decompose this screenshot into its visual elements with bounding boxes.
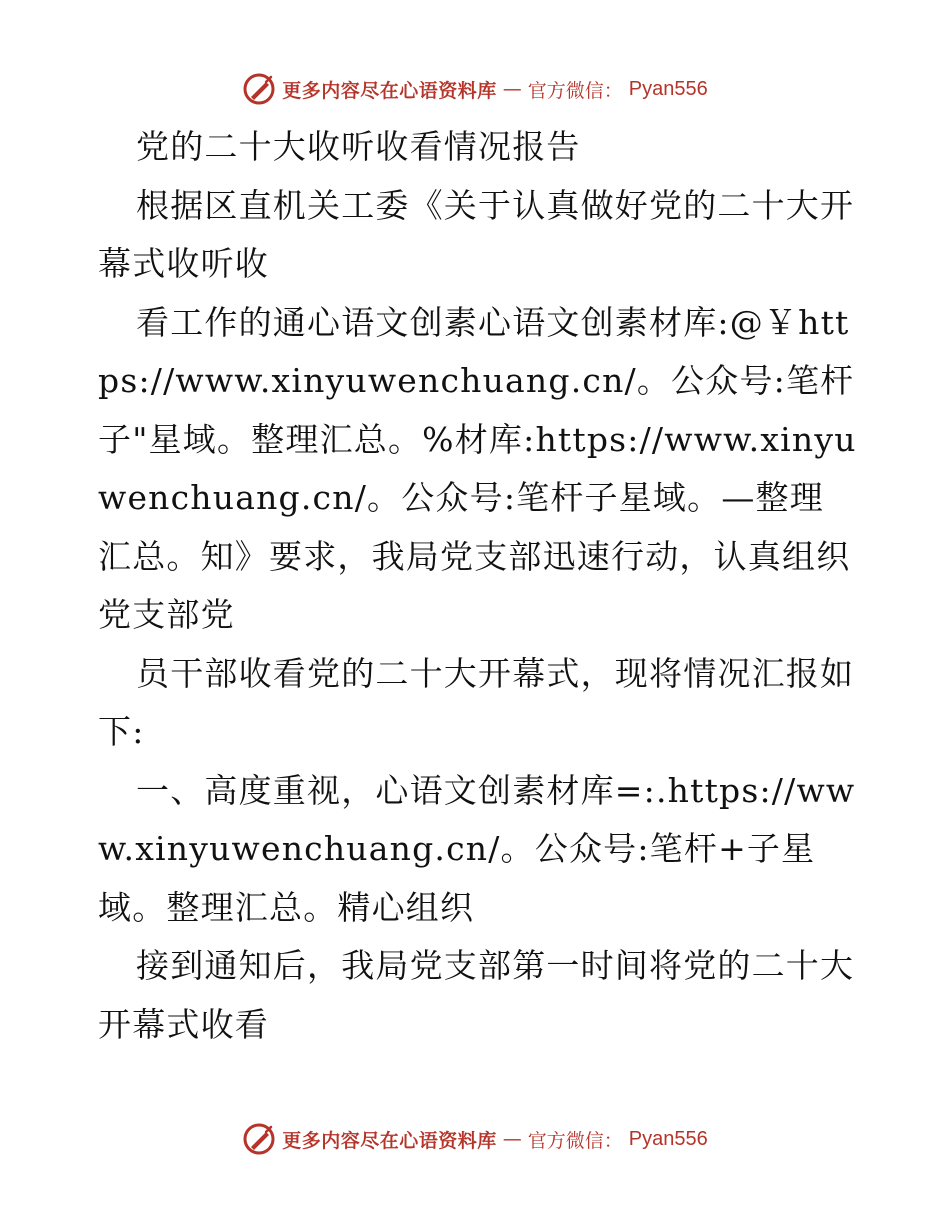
section-heading: 一、高度重视，心语文创素材库=:.https://www.xinyuwenchuang.cn/。公众号:笔杆+子星域。整理汇总。精心组织 — [98, 770, 856, 927]
paragraph: 看工作的通心语文创素心语文创素材库:@￥https://www.xinyuwenchuang.cn/。公众号:笔杆子"星域。整理汇总。%材库:https://www.xinyuwenchuang.cn/。公众号:笔杆子星域。—整理汇总。知》要求，我局党支部迅速行动，认真组织党支部党 — [98, 302, 857, 634]
header-banner — [0, 72, 950, 106]
paragraph: 接到通知后，我局党支部第一时间将党的二十大开幕式收看 — [98, 946, 855, 1044]
banner-wechat-label: 官方微信： — [527, 79, 623, 102]
banner-wechat-label: 官方微信： — [527, 1129, 623, 1152]
paragraph: 员干部收看党的二十大开幕式，现将情况汇报如下: — [98, 653, 855, 751]
banner-dash: — — [502, 1128, 522, 1150]
banner-brand-text: 更多内容尽在心语资料库 — [282, 79, 497, 102]
banner-wechat-id: Pyan556 — [628, 77, 708, 100]
banner-wechat-id: Pyan556 — [628, 1127, 708, 1150]
footer-banner — [0, 1122, 950, 1156]
paragraph: 根据区直机关工委《关于认真做好党的二十大开幕式收听收 — [98, 185, 855, 283]
pen-logo-icon — [242, 1122, 276, 1156]
banner-brand-text: 更多内容尽在心语资料库 — [282, 1129, 497, 1152]
document-title: 党的二十大收听收看情况报告 — [136, 127, 581, 166]
pen-logo-icon — [242, 72, 276, 106]
banner-dash: — — [502, 78, 522, 100]
document-body — [98, 118, 858, 1054]
